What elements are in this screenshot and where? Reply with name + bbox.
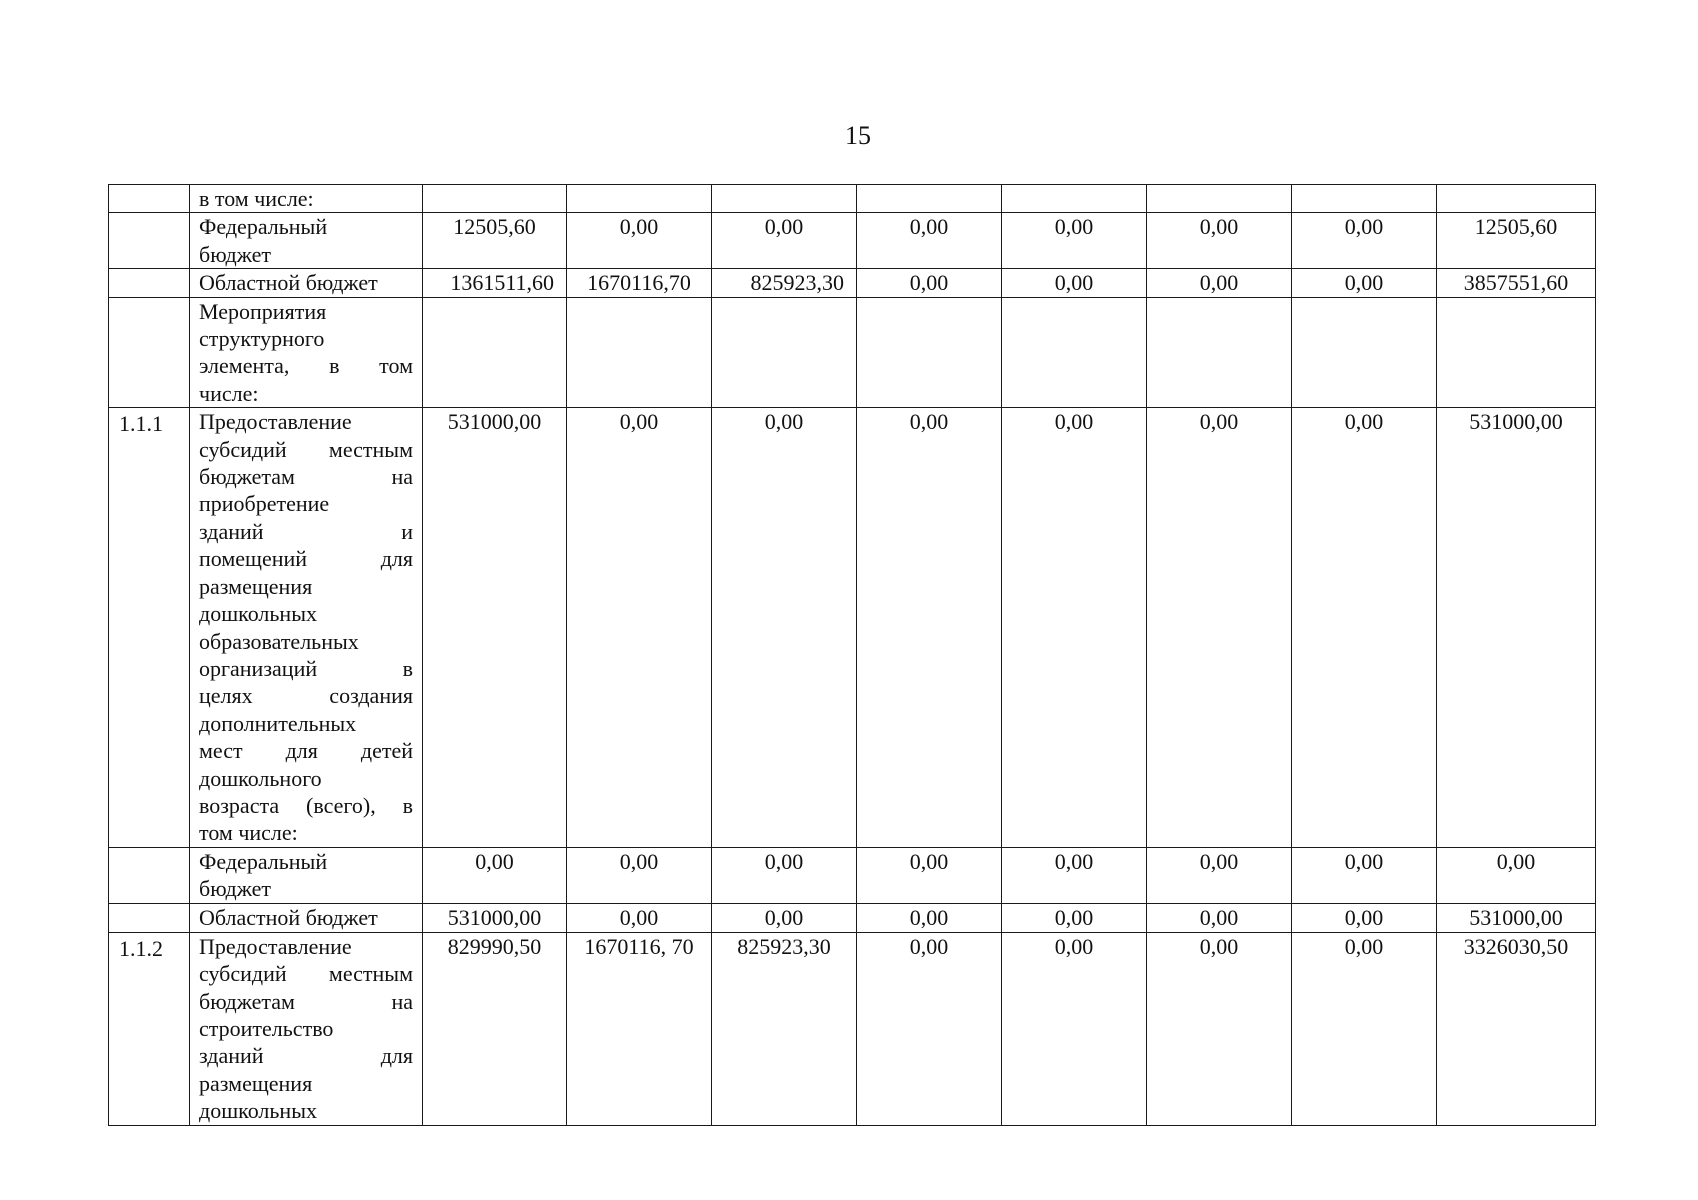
table-row xyxy=(109,408,1596,848)
row-name-line: Федеральный xyxy=(199,848,328,874)
value-cell: 0,00 xyxy=(712,903,857,932)
value-cell xyxy=(567,185,712,213)
value-cell: 1670116,70 xyxy=(567,269,712,297)
row-name-line: элемента, в том xyxy=(199,353,413,379)
value-cell xyxy=(423,185,567,213)
value-cell: 0,00 xyxy=(1002,903,1147,932)
value-cell: 0,00 xyxy=(1147,932,1292,1125)
value-cell: 0,00 xyxy=(1292,847,1437,903)
row-name-line: бюджетам на xyxy=(199,988,413,1014)
row-name-line: помещений для xyxy=(199,546,413,572)
value-cell xyxy=(567,297,712,408)
value-cell xyxy=(1292,185,1437,213)
value-cell: 0,00 xyxy=(1292,903,1437,932)
row-name-line: бюджетам на xyxy=(199,464,413,490)
value-cell: 0,00 xyxy=(567,213,712,269)
row-name-line: образовательных xyxy=(199,628,359,654)
table-row xyxy=(109,297,1596,408)
value-cell: 1361511,60 xyxy=(423,269,567,297)
value-cell: 531000,00 xyxy=(423,903,567,932)
value-cell xyxy=(712,185,857,213)
value-cell: 531000,00 xyxy=(423,408,567,848)
value-cell xyxy=(712,297,857,408)
row-name-line: числе: xyxy=(199,380,259,406)
row-name-line: Предоставление xyxy=(199,933,352,959)
value-cell xyxy=(1147,297,1292,408)
budget-table xyxy=(108,184,1596,1126)
value-cell: 0,00 xyxy=(857,932,1002,1125)
value-cell: 829990,50 xyxy=(423,932,567,1125)
row-name-cell xyxy=(190,903,423,932)
value-cell: 0,00 xyxy=(1002,408,1147,848)
total-value-cell: 12505,60 xyxy=(1437,213,1596,269)
total-value-cell: 531000,00 xyxy=(1437,903,1596,932)
row-name-line: приобретение xyxy=(199,491,330,517)
row-name-line: зданий и xyxy=(199,518,413,544)
table-row xyxy=(109,847,1596,903)
row-name-cell xyxy=(190,213,423,269)
row-name-cell xyxy=(190,185,423,213)
table-body xyxy=(109,185,1596,1126)
value-cell: 0,00 xyxy=(1147,269,1292,297)
row-name-line: Областной бюджет xyxy=(199,904,378,930)
table-row xyxy=(109,185,1596,213)
value-cell: 0,00 xyxy=(1292,269,1437,297)
value-cell xyxy=(1292,297,1437,408)
row-name-cell xyxy=(190,932,423,1125)
row-number-cell xyxy=(109,185,190,213)
value-cell xyxy=(1002,297,1147,408)
row-name-cell xyxy=(190,847,423,903)
row-name-line: в том числе: xyxy=(199,186,314,211)
row-name-line: зданий для xyxy=(199,1043,413,1069)
row-name-line: мест для детей xyxy=(199,738,413,764)
total-value-cell: 0,00 xyxy=(1437,847,1596,903)
value-cell: 1670116, 70 xyxy=(567,932,712,1125)
value-cell: 0,00 xyxy=(1147,213,1292,269)
value-cell xyxy=(857,297,1002,408)
value-cell: 0,00 xyxy=(712,847,857,903)
value-cell: 0,00 xyxy=(1292,213,1437,269)
value-cell: 0,00 xyxy=(712,408,857,848)
row-name-line: возраста (всего), в xyxy=(199,792,413,818)
value-cell xyxy=(1002,185,1147,213)
row-name-line: дополнительных xyxy=(199,710,357,736)
row-name-line: Предоставление xyxy=(199,409,352,435)
row-name-line: размещения xyxy=(199,573,313,599)
row-name-line: бюджет xyxy=(199,876,271,902)
page-number: 15 xyxy=(845,121,871,150)
table-row xyxy=(109,269,1596,297)
row-name-line: целях создания xyxy=(199,683,413,709)
row-number-cell xyxy=(109,297,190,408)
value-cell xyxy=(1147,185,1292,213)
value-cell: 0,00 xyxy=(567,847,712,903)
row-name-line: дошкольных xyxy=(199,601,317,627)
row-name-cell xyxy=(190,408,423,848)
value-cell: 0,00 xyxy=(857,269,1002,297)
row-number-cell xyxy=(109,213,190,269)
value-cell: 12505,60 xyxy=(423,213,567,269)
row-name-line: организаций в xyxy=(199,655,413,681)
total-value-cell: 3857551,60 xyxy=(1437,269,1596,297)
value-cell: 825923,30 xyxy=(712,269,857,297)
value-cell: 0,00 xyxy=(1002,932,1147,1125)
row-name-line: субсидий местным xyxy=(199,961,413,987)
row-name-line: Федеральный xyxy=(199,214,328,240)
value-cell: 0,00 xyxy=(1002,213,1147,269)
value-cell: 0,00 xyxy=(1147,847,1292,903)
value-cell: 0,00 xyxy=(423,847,567,903)
row-name-line: Областной бюджет xyxy=(199,270,378,296)
value-cell: 0,00 xyxy=(712,213,857,269)
table-row xyxy=(109,932,1596,1125)
table-row xyxy=(109,903,1596,932)
value-cell: 0,00 xyxy=(1002,269,1147,297)
row-name-line: дошкольного xyxy=(199,765,322,791)
row-number-cell xyxy=(109,847,190,903)
value-cell: 0,00 xyxy=(857,903,1002,932)
total-value-cell: 3326030,50 xyxy=(1437,932,1596,1125)
row-name-line: том числе: xyxy=(199,820,298,846)
value-cell: 0,00 xyxy=(1147,903,1292,932)
value-cell xyxy=(857,185,1002,213)
row-name-line: структурного xyxy=(199,326,325,352)
table-row xyxy=(109,213,1596,269)
value-cell: 0,00 xyxy=(857,408,1002,848)
row-name-line: Мероприятия xyxy=(199,298,327,324)
row-name-line: дошкольных xyxy=(199,1098,317,1124)
value-cell: 0,00 xyxy=(857,847,1002,903)
row-number-cell xyxy=(109,903,190,932)
total-value-cell: 531000,00 xyxy=(1437,408,1596,848)
row-name-line: размещения xyxy=(199,1070,313,1096)
value-cell xyxy=(423,297,567,408)
value-cell: 0,00 xyxy=(1002,847,1147,903)
value-cell: 0,00 xyxy=(1292,408,1437,848)
value-cell: 0,00 xyxy=(1147,408,1292,848)
row-name-cell xyxy=(190,269,423,297)
row-name-line: бюджет xyxy=(199,241,271,267)
row-name-cell xyxy=(190,297,423,408)
row-number-cell xyxy=(109,269,190,297)
row-number-cell: 1.1.1 xyxy=(109,408,190,848)
row-number-cell: 1.1.2 xyxy=(109,932,190,1125)
total-value-cell xyxy=(1437,297,1596,408)
value-cell: 0,00 xyxy=(1292,932,1437,1125)
row-name-line: субсидий местным xyxy=(199,436,413,462)
value-cell: 0,00 xyxy=(567,903,712,932)
value-cell: 825923,30 xyxy=(712,932,857,1125)
value-cell: 0,00 xyxy=(567,408,712,848)
total-value-cell xyxy=(1437,185,1596,213)
row-name-line: строительство xyxy=(199,1015,334,1041)
value-cell: 0,00 xyxy=(857,213,1002,269)
